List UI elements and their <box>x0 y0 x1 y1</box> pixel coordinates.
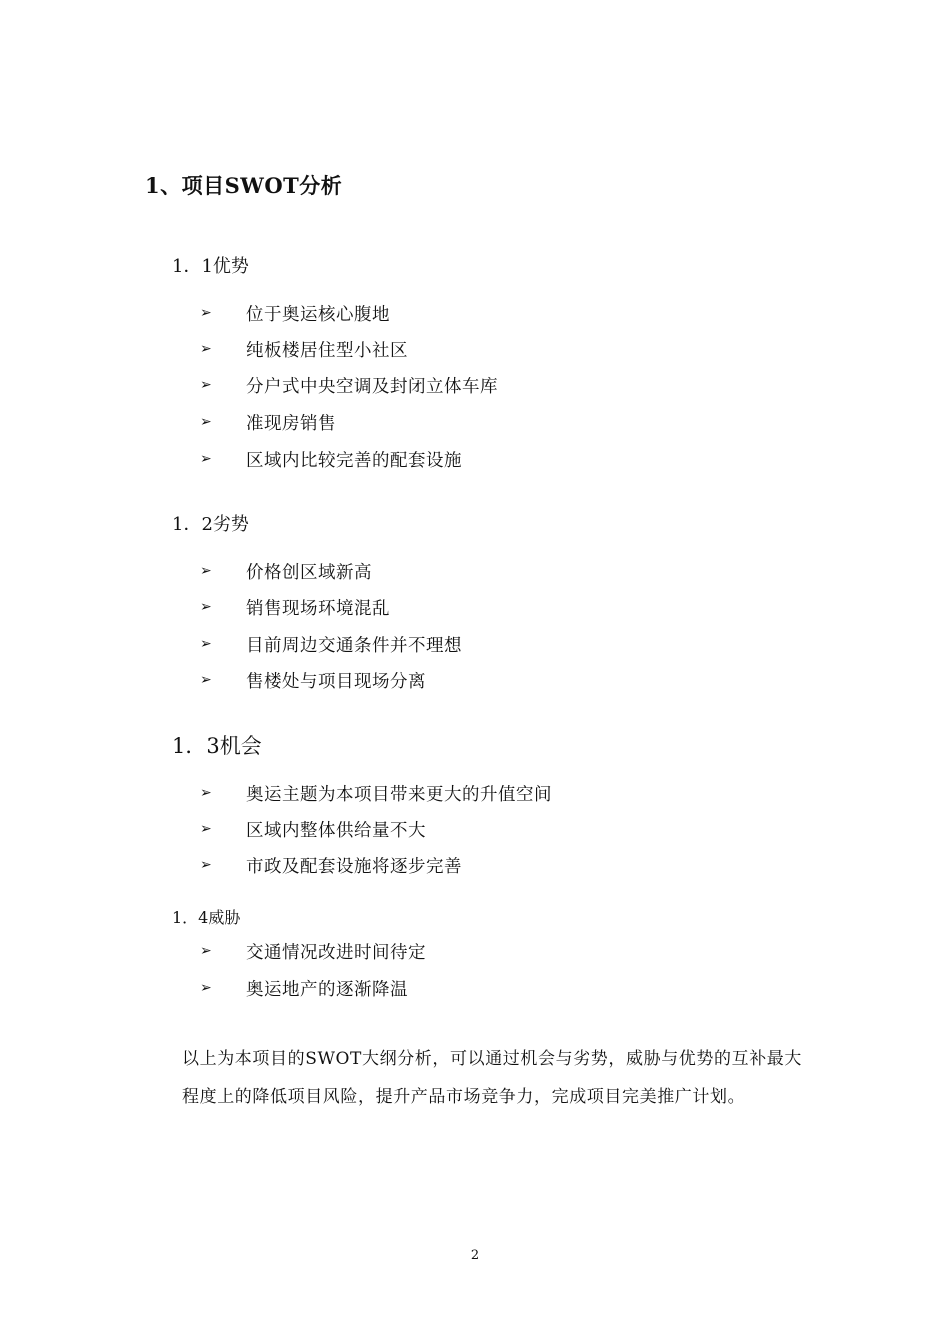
list-item-text: 销售现场环境混乱 <box>246 598 390 619</box>
page-number: 2 <box>470 1248 480 1263</box>
list-item-text: 目前周边交通条件并不理想 <box>246 635 462 656</box>
arrow-bullet-icon: ➢ <box>200 980 212 996</box>
arrow-bullet-icon: ➢ <box>200 785 212 801</box>
section-heading-weaknesses: 1．2劣势 <box>172 514 249 535</box>
list-item <box>200 301 390 325</box>
list-item <box>200 632 462 656</box>
list-item <box>200 668 426 692</box>
arrow-bullet-icon: ➢ <box>200 857 212 873</box>
list-item-text: 区域内整体供给量不大 <box>246 820 426 841</box>
list-item-text: 分户式中央空调及封闭立体车库 <box>246 376 498 397</box>
arrow-bullet-icon: ➢ <box>200 599 212 615</box>
list-item-text: 价格创区域新高 <box>246 562 372 583</box>
list-item-text: 交通情况改进时间待定 <box>246 942 426 963</box>
list-item-text: 纯板楼居住型小社区 <box>246 340 408 361</box>
list-item <box>200 337 408 361</box>
arrow-bullet-icon: ➢ <box>200 305 212 321</box>
list-item <box>200 939 426 963</box>
arrow-bullet-icon: ➢ <box>200 451 212 467</box>
list-item <box>200 373 498 397</box>
arrow-bullet-icon: ➢ <box>200 821 212 837</box>
list-item-text: 区域内比较完善的配套设施 <box>246 450 462 471</box>
arrow-bullet-icon: ➢ <box>200 341 212 357</box>
arrow-bullet-icon: ➢ <box>200 672 212 688</box>
list-item <box>200 559 372 583</box>
list-item-text: 奥运主题为本项目带来更大的升值空间 <box>246 784 552 805</box>
list-item-text: 位于奥运核心腹地 <box>246 304 390 325</box>
arrow-bullet-icon: ➢ <box>200 414 212 430</box>
arrow-bullet-icon: ➢ <box>200 636 212 652</box>
list-item <box>200 976 408 1000</box>
arrow-bullet-icon: ➢ <box>200 563 212 579</box>
arrow-bullet-icon: ➢ <box>200 377 212 393</box>
summary-paragraph: 以上为本项目的SWOT大纲分析，可以通过机会与劣势，威胁与优势的互补最大程度上的降低项目风险，提升产品市场竞争力，完成项目完美推广计划。 <box>182 1049 802 1107</box>
list-item-text: 奥运地产的逐渐降温 <box>246 979 408 1000</box>
list-item-text: 准现房销售 <box>246 413 336 434</box>
page-title: 1、项目SWOT分析 <box>145 173 343 198</box>
list-item <box>200 447 462 471</box>
section-heading-strengths: 1．1优势 <box>172 256 249 277</box>
list-item <box>200 817 426 841</box>
list-item-text: 售楼处与项目现场分离 <box>246 671 426 692</box>
list-item <box>200 781 552 805</box>
list-item <box>200 853 462 877</box>
list-item <box>200 410 336 434</box>
section-heading-opportunities: 1．3机会 <box>172 734 262 758</box>
section-heading-threats: 1．4威胁 <box>172 908 241 927</box>
list-item <box>200 595 390 619</box>
arrow-bullet-icon: ➢ <box>200 943 212 959</box>
list-item-text: 市政及配套设施将逐步完善 <box>246 856 462 877</box>
